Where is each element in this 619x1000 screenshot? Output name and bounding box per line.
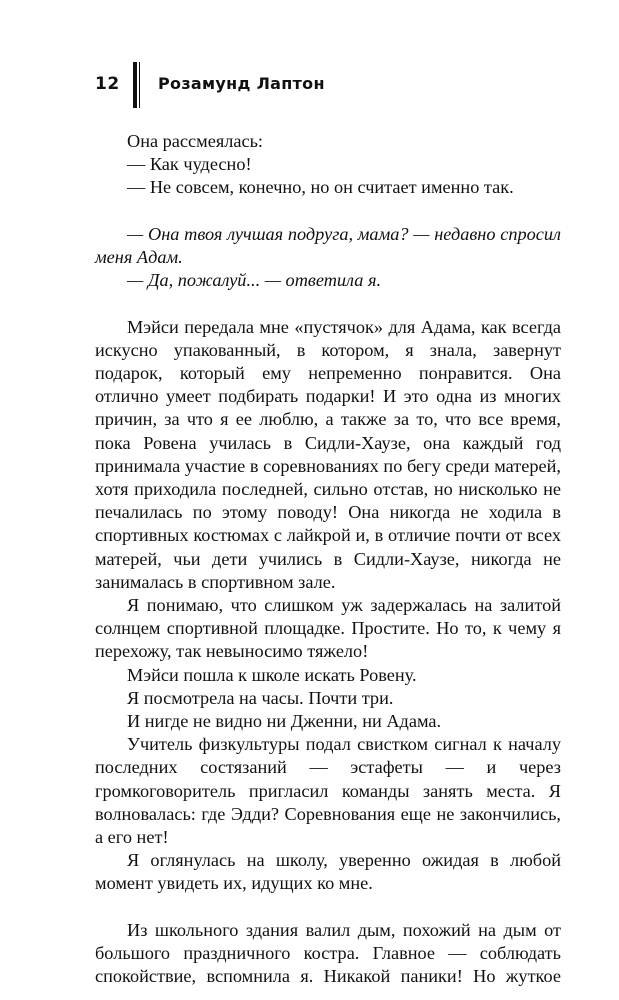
paragraph: Из школьного здания валил дым, похожий на дым от большого праздничного костра. Главное — соблюдать спокойствие, вспомнила я. Никакой паники! Но жуткое (95, 919, 561, 987)
body-text (95, 130, 561, 988)
section-gap (95, 896, 561, 919)
header-divider (133, 62, 137, 108)
section-gap (95, 292, 561, 315)
paragraph: — Не совсем, конечно, но он считает именно так. (127, 177, 514, 198)
paragraph: Учитель физкультуры подал свистком сигнал к началу последних состязаний — эстафеты — и через громкоговоритель пригласил команды занять места. Я волновалась: где Эдди? Соревнования еще не закончились, а его нет! (95, 734, 561, 848)
page-number: 12 (95, 74, 120, 94)
header-divider-thin (139, 62, 140, 108)
paragraph: Мэйси передала мне «пустячок» для Адама, как всегда искусно упакованный, в котором, я знала, завернут подарок, который ему непременно понравится. Она отлично умеет подбирать подарки! И это одна из многих причин, за что я ее люблю, а также за то, что все время, пока Ровена училась в Сидли-Хаузе, она каждый год принимала участие в соревнованиях по бегу среди матерей, хотя приходила последней, сильно отстав, но нисколько не печалилась по этому поводу! Она никогда не ходила в спортивных костюмах с лайкрой и, в отличие почти от всех матерей, чьи дети учились в Сидли-Хаузе, никогда не занималась в спортивном зале. (95, 316, 561, 592)
paragraph: Она рассмеялась: (127, 131, 264, 151)
paragraph: Я посмотрела на часы. Почти три. (127, 687, 394, 708)
author-name: Розамунд Лаптон (158, 74, 325, 93)
paragraph: Мэйси пошла к школе искать Ровену. (127, 664, 417, 685)
paragraph: И нигде не видно ни Дженни, ни Адама. (127, 711, 442, 732)
section-gap (95, 200, 561, 223)
paragraph: — Как чудесно! (127, 154, 252, 175)
italic-paragraph: — Она твоя лучшая подруга, мама? — недавно спросил меня Адам. (95, 223, 561, 267)
paragraph: Я понимаю, что слишком уж задержалась на залитой солнцем спортивной площадке. Простите. Но то, к чему я перехожу, так невыносимо тяжело! (95, 595, 561, 662)
running-header (95, 62, 575, 108)
italic-paragraph: — Да, пожалуй... — ответила я. (127, 270, 382, 291)
paragraph: Я оглянулась на школу, уверенно ожидая в любой момент увидеть их, идущих ко мне. (95, 850, 561, 894)
